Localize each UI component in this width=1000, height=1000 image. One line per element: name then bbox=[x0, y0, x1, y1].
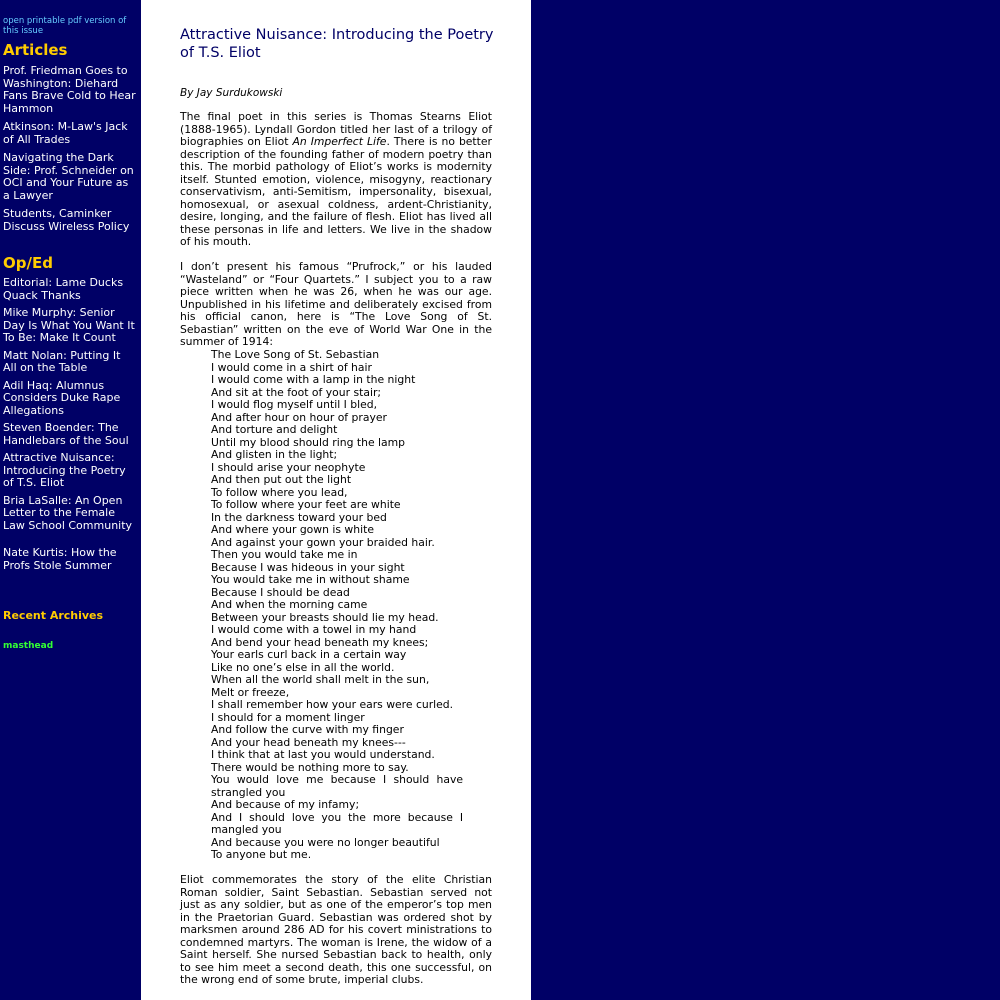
poem-line: When all the world shall melt in the sun, bbox=[211, 673, 430, 686]
sidebar bbox=[0, 0, 140, 1000]
poem-line: I would come with a towel in my hand bbox=[211, 623, 417, 636]
poem-line: Because I should be dead bbox=[211, 585, 350, 599]
article-content bbox=[141, 0, 531, 1000]
article-title: Attractive Nuisance: Introducing the Poetry of T.S. Eliot bbox=[180, 27, 494, 61]
poem-line: Because I was hideous in your sight bbox=[211, 560, 405, 574]
oped-link-eliot[interactable]: Attractive Nuisance: Introducing the Poetry of T.S. Eliot bbox=[3, 451, 126, 489]
poem-line: And against your gown your braided hair. bbox=[211, 535, 435, 549]
poem-line: And because you were no longer beautiful bbox=[211, 835, 440, 849]
articles-heading: Articles bbox=[3, 41, 68, 59]
poem-line: You would love me because I should have strangled you bbox=[211, 773, 463, 799]
poem-title: The Love Song of St. Sebastian bbox=[211, 348, 380, 361]
book-title-emphasis: An Imperfect Life bbox=[292, 135, 387, 148]
poem-line: There would be nothing more to say. bbox=[211, 760, 409, 774]
poem-line: To anyone but me. bbox=[211, 848, 312, 861]
oped-link-murphy[interactable]: Mike Murphy: Senior Day Is What You Want It To Be: Make It Count bbox=[3, 306, 135, 344]
recent-archives-link[interactable]: Recent Archives bbox=[3, 609, 104, 622]
poem-line: And after hour on hour of prayer bbox=[211, 410, 387, 424]
poem-line: And where your gown is white bbox=[211, 523, 374, 536]
poem-line: And then put out the light bbox=[211, 473, 352, 486]
poem-line: Until my blood should ring the lamp bbox=[211, 435, 406, 449]
poem-line: And sit at the foot of your stair; bbox=[211, 385, 382, 399]
article-paragraph-1 bbox=[180, 111, 492, 249]
printable-pdf-link[interactable]: open printable pdf version of this issue bbox=[3, 16, 127, 36]
poem-line: I would come with a lamp in the night bbox=[211, 373, 416, 386]
poem-line: Then you would take me in bbox=[211, 548, 358, 561]
article-link-friedman[interactable]: Prof. Friedman Goes to Washington: Diehard Fans Brave Cold to Hear Hammon bbox=[3, 64, 136, 115]
article-link-dark-side[interactable]: Navigating the Dark Side: Prof. Schneider on OCI and Your Future as a Lawyer bbox=[3, 151, 134, 202]
poem-line: And your head beneath my knees--- bbox=[211, 735, 406, 749]
oped-link-lasalle[interactable]: Bria LaSalle: An Open Letter to the Female Law School Community bbox=[3, 493, 133, 532]
article-paragraph-3: Eliot commemorates the story of the elite Christian Roman soldier, Saint Sebastian. Sebastian served not just as any soldier, but as one of the emperor’s top men in the Praetorian Guard. Sebastian was ordered shot by marksmen around 286 AD for his covert ministrations to condemned martyrs. The woman is Irene, the widow of a Saint herself. She nursed Sebastian back to health, only to see him meet a second death, this one successful, on the wrong end of some brute, imperial clubs. bbox=[180, 873, 492, 986]
poem-line: You would take me in without shame bbox=[211, 573, 410, 586]
poem-line: Melt or freeze, bbox=[211, 685, 290, 699]
oped-link-haq[interactable]: Adil Haq: Alumnus Considers Duke Rape Allegations bbox=[3, 378, 121, 417]
poem-line: I would come in a shirt of hair bbox=[211, 360, 372, 374]
poem-line: To follow where your feet are white bbox=[211, 498, 401, 511]
poem-line: I should arise your neophyte bbox=[211, 460, 366, 474]
poem-line: And I should love you the more because I mangled you bbox=[211, 810, 463, 836]
poem-line: And when the morning came bbox=[211, 598, 368, 611]
paragraph-1-text-a: The final poet in this series is Thomas Stearns Eliot (1888-1965). Lyndall Gordon titled her last of a trilogy of biographies on Eliot bbox=[180, 110, 492, 148]
poem-line: Between your breasts should lie my head. bbox=[211, 610, 439, 624]
poem-line: And torture and delight bbox=[211, 423, 338, 436]
oped-link-kurtis[interactable]: Nate Kurtis: How the Profs Stole Summer bbox=[3, 546, 117, 572]
poem-block bbox=[211, 349, 463, 862]
poem-line: I should for a moment linger bbox=[211, 710, 365, 724]
article-link-wireless-policy[interactable]: Students, Caminker Discuss Wireless Policy bbox=[3, 207, 130, 233]
oped-heading: Op/Ed bbox=[3, 254, 53, 272]
oped-link-boender[interactable]: Steven Boender: The Handlebars of the Soul bbox=[3, 421, 129, 447]
poem-line: I think that at last you would understand. bbox=[211, 748, 435, 761]
poem-line: I would flog myself until I bled, bbox=[211, 398, 378, 411]
poem-line: In the darkness toward your bed bbox=[211, 510, 387, 524]
oped-link-nolan[interactable]: Matt Nolan: Putting It All on the Table bbox=[3, 348, 121, 374]
poem-line: And follow the curve with my finger bbox=[211, 723, 404, 736]
paragraph-1-text-b: . There is no better description of the founding father of modern poetry than this. The morbid pathology of Eliot’s works is modernity itself. Stunted emotion, violence, misogyny, reactionary conservativism, anti-Semitism, impersonality, bisexual, homosexual, or asexual coldness, ardent-Christianity, desire, longing, and the failure of flesh. Eliot has lived all these personas in life and letters. We live in the shadow of his mouth. bbox=[180, 135, 492, 248]
masthead-link[interactable]: masthead bbox=[3, 641, 54, 651]
poem-line: To follow where you lead, bbox=[211, 485, 348, 499]
poem-line: Like no one’s else in all the world. bbox=[211, 660, 395, 674]
poem-line: And because of my infamy; bbox=[211, 798, 360, 811]
articles-list bbox=[3, 65, 137, 233]
poem-line: And glisten in the light; bbox=[211, 448, 338, 461]
oped-list bbox=[3, 277, 137, 572]
poem-line: Your earls curl back in a certain way bbox=[211, 648, 407, 661]
poem-line: I shall remember how your ears were curled. bbox=[211, 698, 454, 711]
article-paragraph-2: I don’t present his famous “Prufrock,” or his lauded “Wasteland” or “Four Quartets.” I subject you to a raw piece written when he was 26, when he was our age. Unpublished in his lifetime and deliberately excised from his official canon, here is “The Love Song of St. Sebastian” written on the eve of World War One in the summer of 1914: bbox=[180, 260, 492, 348]
poem-line: And bend your head beneath my knees; bbox=[211, 635, 429, 649]
article-link-atkinson[interactable]: Atkinson: M-Law's Jack of All Trades bbox=[3, 120, 128, 146]
oped-link-editorial[interactable]: Editorial: Lame Ducks Quack Thanks bbox=[3, 276, 124, 302]
article-byline: By Jay Surdukowski bbox=[180, 87, 283, 99]
